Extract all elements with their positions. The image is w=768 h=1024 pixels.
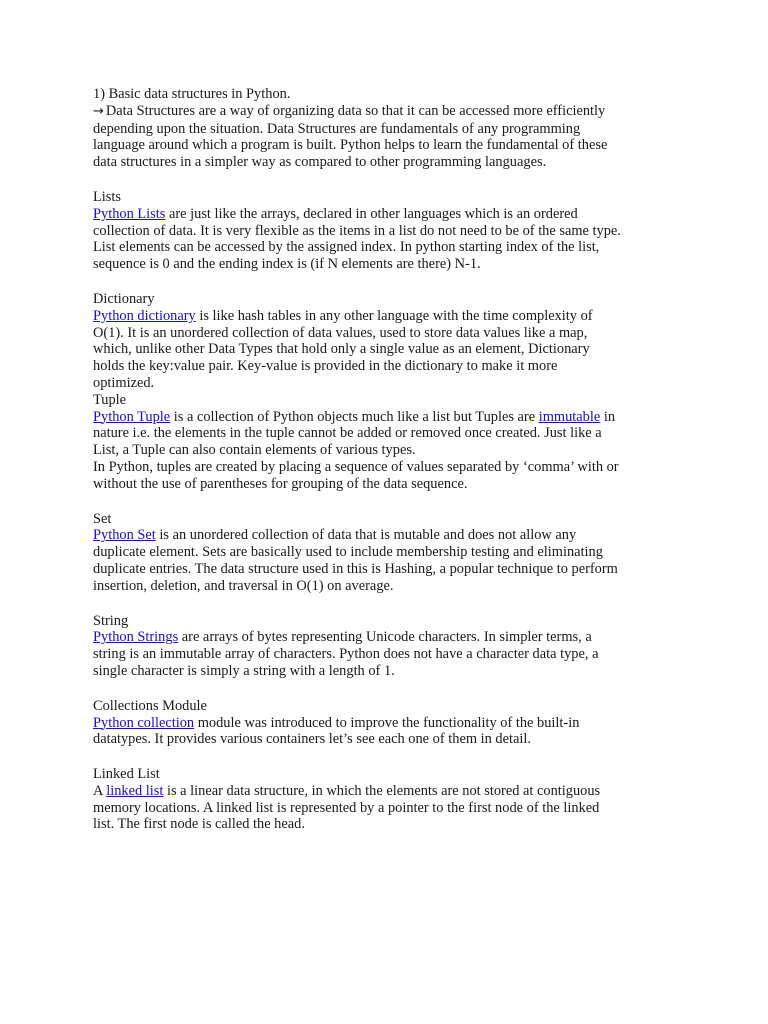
set-line-4: insertion, deletion, and traversal in O(1) on average.	[93, 577, 394, 594]
lists-line-2: collection of data. It is very flexible as the items in a list do not need to be of the same type.	[93, 222, 621, 239]
intro-text-1: Data Structures are a way of organizing data so that it can be accessed more efficiently	[105, 102, 606, 119]
set-line-2: duplicate element. Sets are basically used to include membership testing and eliminating	[93, 544, 603, 561]
intro-line-2: depending upon the situation. Data Structures are fundamentals of any programming	[93, 120, 581, 137]
spacer	[93, 171, 683, 189]
dictionary-line-5: optimized.	[93, 374, 155, 391]
tuple-line-1	[93, 409, 683, 426]
lists-line-1-text: are just like the arrays, declared in other languages which is an ordered	[165, 205, 578, 222]
document-page	[93, 86, 683, 833]
linked-list-heading: Linked List	[93, 766, 160, 783]
linked-list-link[interactable]: linked list	[106, 782, 164, 799]
spacer	[93, 595, 683, 613]
linked-list-line-1-start: A	[93, 782, 107, 799]
lists-heading: Lists	[93, 188, 121, 205]
collections-line-1	[93, 715, 683, 732]
document-title: 1) Basic data structures in Python.	[93, 86, 291, 102]
python-tuple-link[interactable]: Python Tuple	[93, 408, 171, 425]
dictionary-heading: Dictionary	[93, 290, 155, 307]
spacer	[93, 493, 683, 511]
right-arrow-icon: →	[93, 103, 104, 119]
dictionary-line-2: O(1). It is an unordered collection of data values, used to store data values like a map,	[93, 324, 588, 341]
dictionary-line-4: holds the key:value pair. Key-value is provided in the dictionary to make it more	[93, 358, 558, 375]
tuple-line-4: In Python, tuples are created by placing a sequence of values separated by ‘comma’ with or	[93, 458, 619, 475]
dictionary-line-3: which, unlike other Data Types that hold only a single value as an element, Dictionary	[93, 341, 590, 358]
python-collection-link[interactable]: Python collection	[93, 714, 195, 731]
tuple-line-3: List, a Tuple can also contain elements of various types.	[93, 442, 416, 459]
linked-list-line-1-text: is a linear data structure, in which the elements are not stored at contiguous	[163, 782, 601, 799]
tuple-line-1-text: is a collection of Python objects much like a list but Tuples are	[170, 408, 539, 425]
set-heading: Set	[93, 510, 112, 527]
dictionary-line-1	[93, 308, 683, 325]
python-strings-link[interactable]: Python Strings	[93, 629, 179, 646]
python-dictionary-link[interactable]: Python dictionary	[93, 307, 196, 324]
python-lists-link[interactable]: Python Lists	[93, 205, 166, 222]
collections-heading: Collections Module	[93, 697, 207, 714]
set-line-1-text: is an unordered collection of data that is mutable and does not allow any	[155, 527, 577, 544]
spacer	[93, 748, 683, 766]
linked-list-line-1	[93, 783, 683, 800]
intro-line-3: language around which a program is built. Python helps to learn the fundamental of these	[93, 137, 608, 154]
string-line-1	[93, 629, 683, 646]
string-heading: String	[93, 612, 129, 629]
string-line-1-text: are arrays of bytes representing Unicode characters. In simpler terms, a	[178, 629, 592, 646]
linked-list-line-2: memory locations. A linked list is represented by a pointer to the first node of the linked	[93, 799, 600, 816]
spacer	[93, 273, 683, 291]
lists-line-3: List elements can be accessed by the assigned index. In python starting index of the list,	[93, 239, 600, 256]
intro-line-1	[93, 103, 683, 121]
string-line-3: single character is simply a string with a length of 1.	[93, 662, 395, 679]
lists-line-1	[93, 206, 683, 223]
python-set-link[interactable]: Python Set	[93, 527, 156, 544]
tuple-heading: Tuple	[93, 391, 127, 408]
collections-line-2: datatypes. It provides various containers let’s see each one of them in detail.	[93, 731, 531, 748]
dictionary-line-1-text: is like hash tables in any other language with the time complexity of	[195, 307, 593, 324]
immutable-link[interactable]: immutable	[538, 408, 601, 425]
intro-line-4: data structures in a simpler way as compared to other programming languages.	[93, 154, 547, 171]
tuple-line-2: nature i.e. the elements in the tuple cannot be added or removed once created. Just like a	[93, 425, 602, 442]
spacer	[93, 680, 683, 698]
string-line-2: string is an immutable array of characters. Python does not have a character data type, a	[93, 646, 599, 663]
linked-list-line-3: list. The first node is called the head.	[93, 816, 305, 833]
tuple-line-1-end: in	[600, 408, 616, 425]
tuple-line-5: without the use of parentheses for grouping of the data sequence.	[93, 475, 468, 492]
set-line-3: duplicate entries. The data structure used in this is Hashing, a popular technique to perform	[93, 560, 618, 577]
lists-line-4: sequence is 0 and the ending index is (if N elements are there) N-1.	[93, 256, 481, 273]
collections-line-1-text: module was introduced to improve the functionality of the built-in	[194, 714, 580, 731]
set-line-1	[93, 527, 683, 544]
